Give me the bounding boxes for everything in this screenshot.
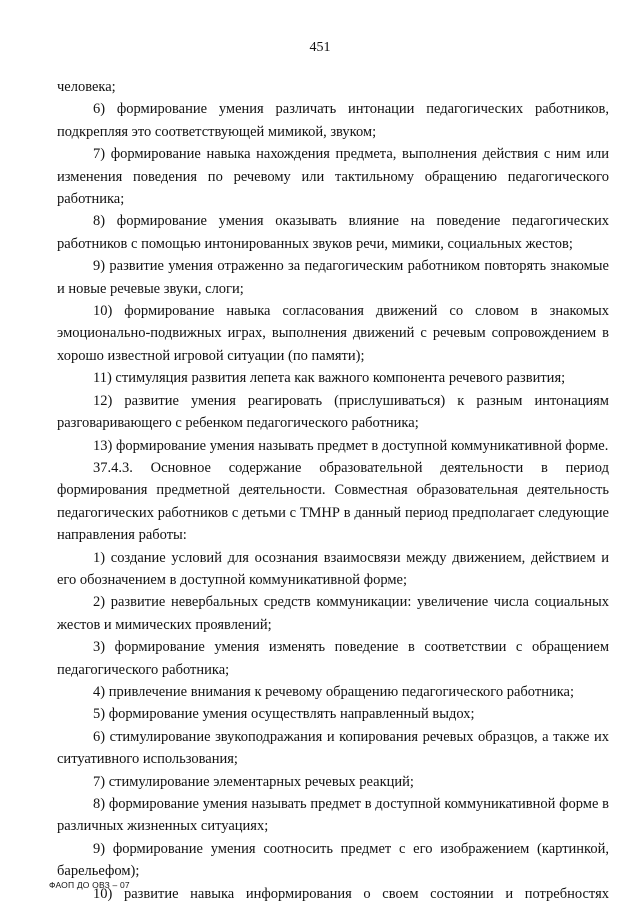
list-item-3: 3) формирование умения изменять поведение в соответствии с обращением педагогического работника;: [57, 639, 609, 678]
list-item-6: 6) формирование умения различать интонации педагогических работников, подкрепляя это соответствующей мимикой, звуком;: [57, 101, 609, 140]
list-item-7: 7) формирование навыка нахождения предмета, выполнения действия с ним или изменения поведения по речевому или тактильному обращению педагогического работника;: [57, 146, 609, 208]
section-37-4-3: 37.4.3. Основное содержание образовательной деятельности в период формирования предметной деятельности. Совместная образовательная деятельность педагогических работников с детьми с ТМНР в данный период предполагает следующие направления работы:: [57, 459, 609, 544]
paragraph-continuation: человека;: [57, 79, 116, 95]
list-item-12: 12) развитие умения реагировать (прислушиваться) к разным интонациям разговаривающего с ребенком педагогического работника;: [57, 392, 609, 432]
page-number: 451: [309, 40, 331, 55]
list-item-10: 10) формирование навыка согласования движений со словом в знакомых эмоционально-подвижных играх, выполнения движений с речевым сопровождением в хорошо известной игровой ситуации (по памяти);: [57, 303, 609, 364]
document-footer: ФАОП ДО ОВЗ – 07: [49, 880, 130, 890]
list-item-4: 4) привлечение внимания к речевому обращению педагогического работника;: [93, 683, 574, 700]
list-item-7b: 7) стимулирование элементарных речевых реакций;: [93, 773, 414, 790]
list-item-9b: 9) формирование умения соотносить предмет с его изображением (картинкой, барельефом);: [57, 840, 609, 880]
list-item-8b: 8) формирование умения называть предмет в доступной коммуникативной форме в различных жизненных ситуациях;: [57, 796, 609, 835]
list-item-5: 5) формирование умения осуществлять направленный выдох;: [93, 706, 475, 723]
list-item-10b: 10) развитие навыка информирования о своем состоянии и потребностях: [93, 885, 609, 902]
list-item-9: 9) развитие умения отраженно за педагогическим работником повторять знакомые и новые речевые звуки, слоги;: [57, 258, 609, 297]
list-item-11: 11) стимуляция развития лепета как важного компонента речевого развития;: [93, 370, 566, 387]
list-item-2: 2) развитие невербальных средств коммуникации: увеличение числа социальных жестов и мимических проявлений;: [57, 594, 609, 633]
document-body: [57, 76, 609, 905]
list-item-13: 13) формирование умения называть предмет в доступной коммуникативной форме.: [93, 437, 609, 454]
list-item-1: 1) создание условий для осознания взаимосвязи между движением, действием и его обозначением в доступной коммуникативной форме;: [57, 549, 609, 588]
list-item-8: 8) формирование умения оказывать влияние на поведение педагогических работников с помощью интонированных звуков речи, мимики, социальных жестов;: [57, 213, 609, 252]
list-item-6b: 6) стимулирование звукоподражания и копирования речевых образцов, а также их ситуативного использования;: [57, 728, 609, 768]
